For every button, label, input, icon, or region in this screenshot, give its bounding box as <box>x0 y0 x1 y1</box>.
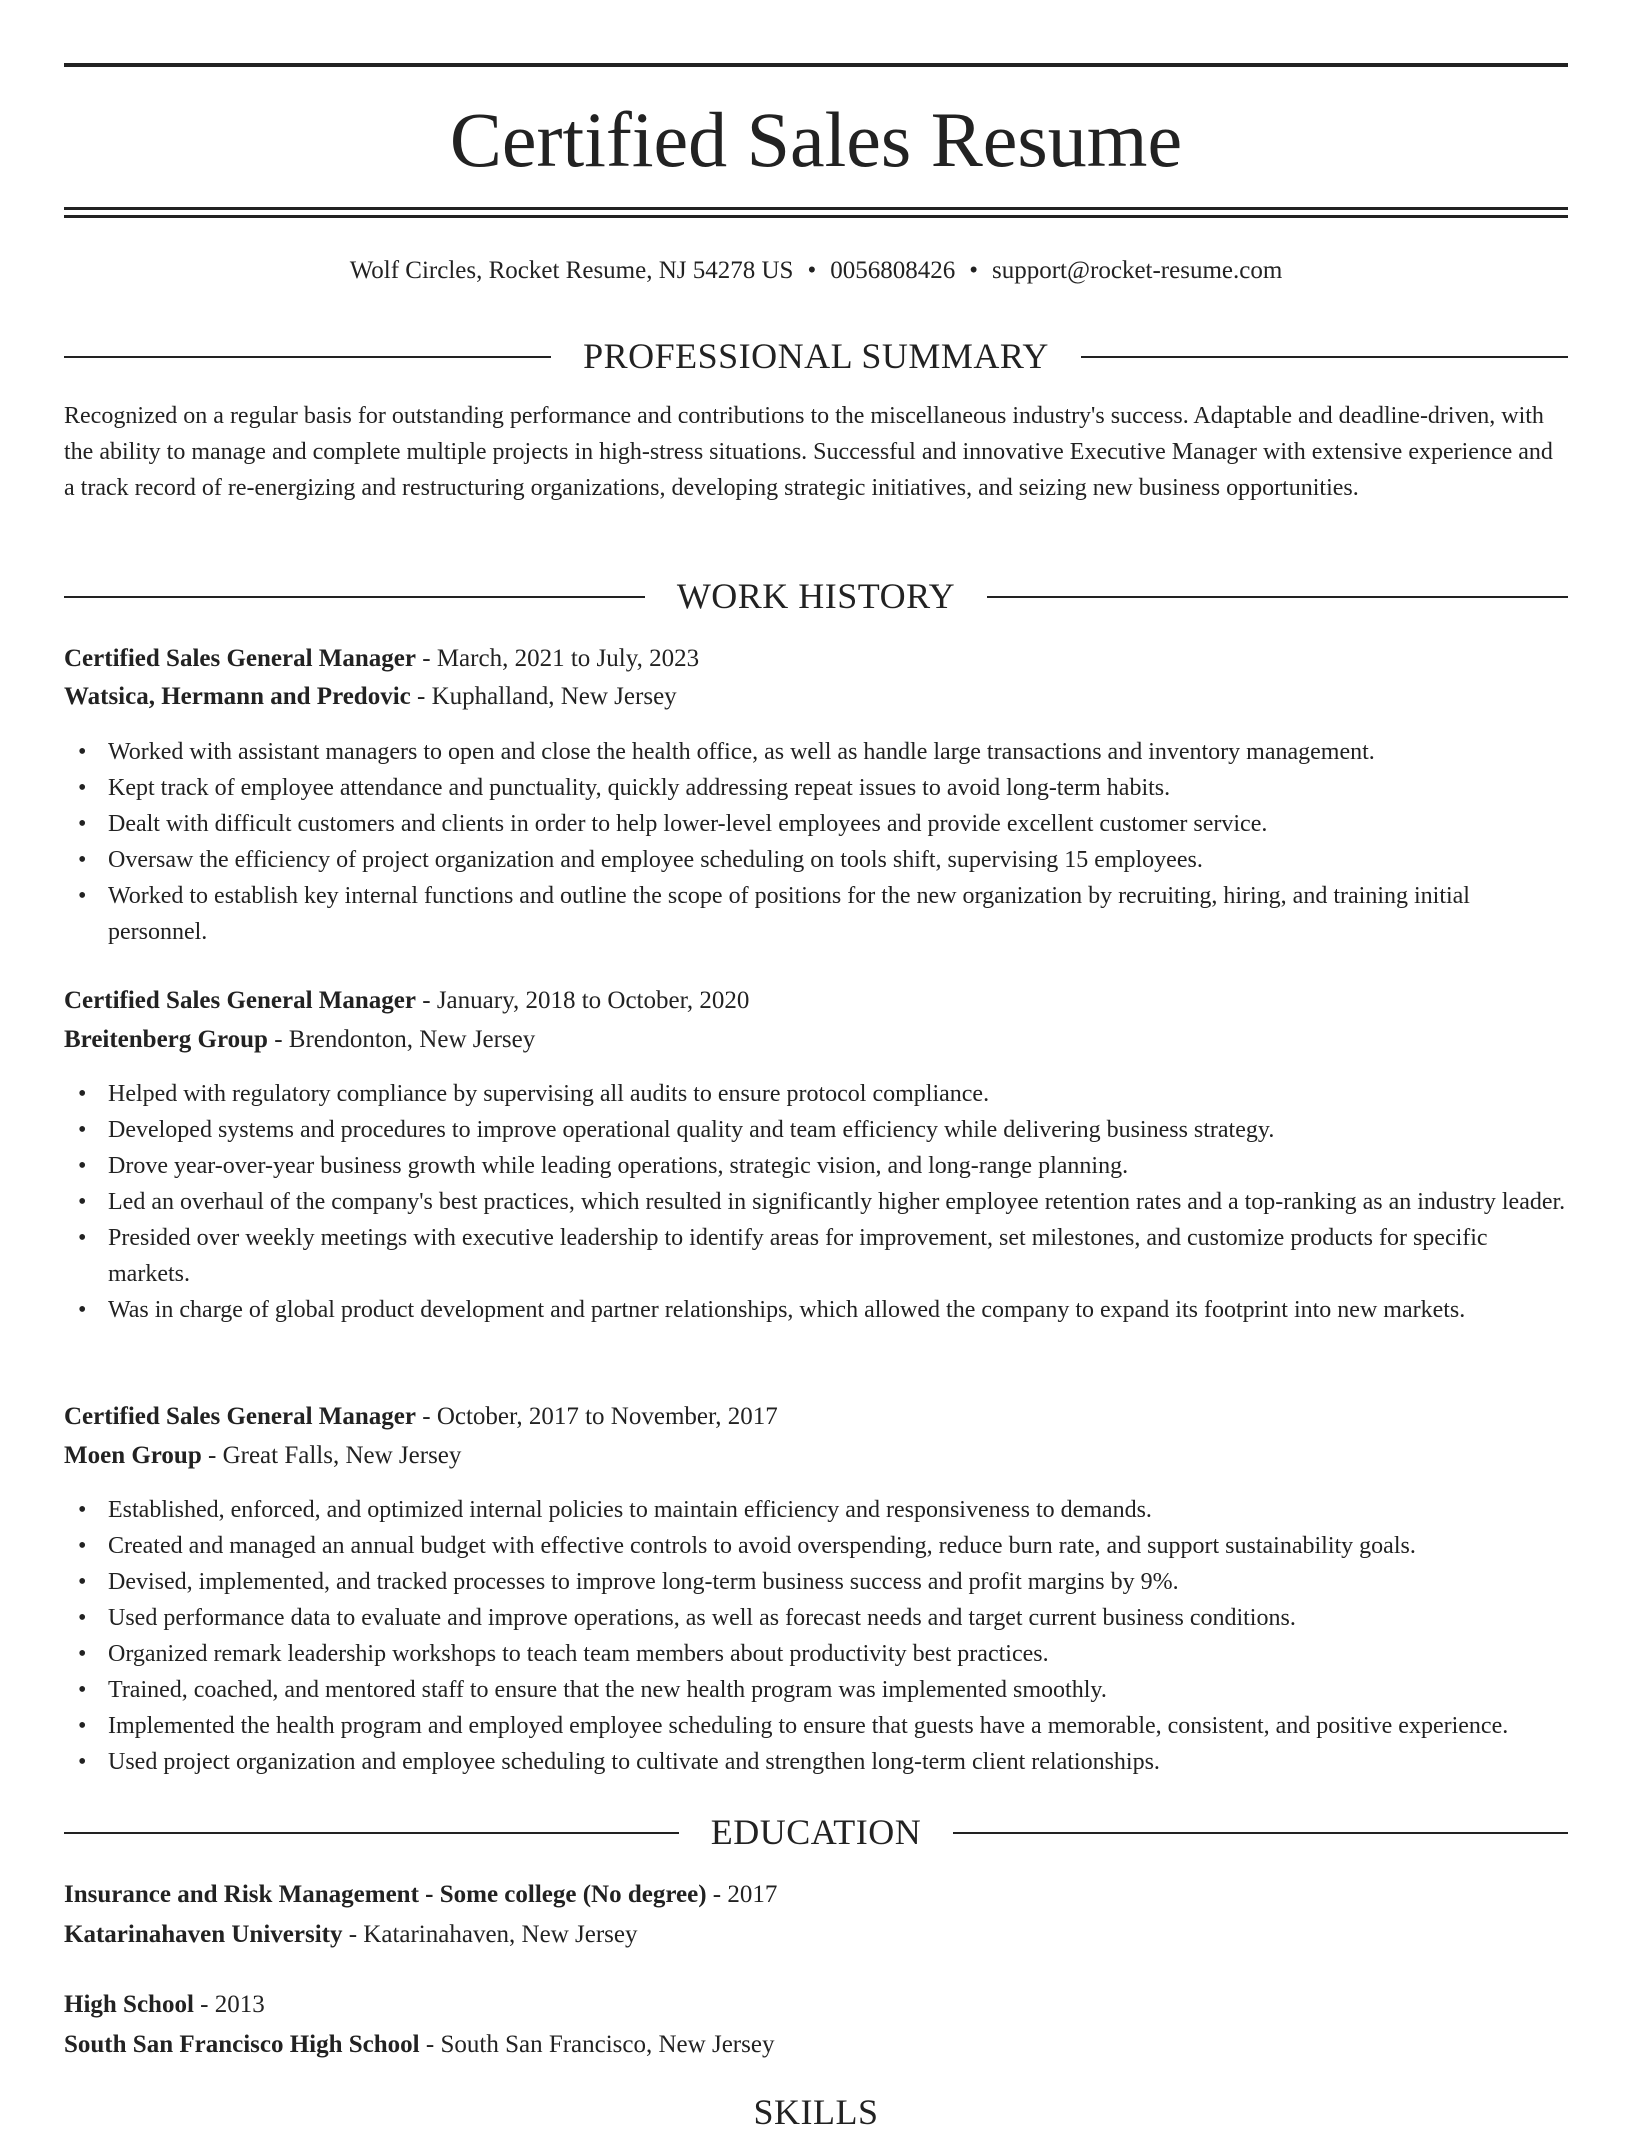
list-item: • Used project organization and employee scheduling to cultivate and strengthen long-term client relationships. <box>64 1744 1568 1780</box>
job-company: Moen Group <box>64 1442 202 1469</box>
list-item: • Worked to establish key internal functions and outline the scope of positions for the new organization by recruiting, hiring, and training initial personnel. <box>64 878 1568 950</box>
job-title-line <box>64 983 1568 1019</box>
list-item: • Drove year-over-year business growth while leading operations, strategic vision, and long-range planning. <box>64 1148 1568 1184</box>
list-item: • Established, enforced, and optimized internal policies to maintain efficiency and responsiveness to demands. <box>64 1492 1568 1528</box>
section-rule-right <box>986 596 1568 598</box>
list-item: • Dealt with difficult customers and clients in order to help lower-level employees and provide excellent customer service. <box>64 806 1568 842</box>
list-item: • Worked with assistant managers to open and close the health office, as well as handle large transactions and inventory management. <box>64 734 1568 770</box>
education-degree: High School <box>64 1991 194 2018</box>
job-bullet-list <box>64 734 1568 950</box>
job-title: Certified Sales General Manager <box>64 645 416 672</box>
contact-separator: • <box>969 257 978 284</box>
section-heading-work-history <box>64 574 1568 618</box>
list-item: • Implemented the health program and employed employee scheduling to ensure that guests have a memorable, consistent, and positive experience. <box>64 1708 1568 1744</box>
job-company-line <box>64 679 1568 715</box>
education-degree-line <box>64 1877 1568 1913</box>
education-school: South San Francisco High School <box>64 2031 420 2058</box>
list-item: • Created and managed an annual budget with effective controls to avoid overspending, reduce burn rate, and support sustainability goals. <box>64 1528 1568 1564</box>
list-item: • Was in charge of global product development and partner relationships, which allowed the company to expand its footprint into new markets. <box>64 1292 1568 1328</box>
list-item: • Oversaw the efficiency of project organization and employee scheduling on tools shift, supervising 15 employees. <box>64 842 1568 878</box>
education-school-line <box>64 2027 1568 2063</box>
section-heading-summary <box>64 334 1568 378</box>
education-location: - Katarinahaven, New Jersey <box>342 1921 638 1948</box>
list-item: • Organized remark leadership workshops to teach team members about productivity best practices. <box>64 1636 1568 1672</box>
education-degree: Insurance and Risk Management - Some college (No degree) <box>64 1881 707 1908</box>
section-title: EDUCATION <box>679 1810 953 1854</box>
contact-separator: • <box>807 257 817 284</box>
job-dates: - October, 2017 to November, 2017 <box>416 1403 778 1430</box>
education-year: - 2013 <box>193 1991 265 2018</box>
job-dates: - January, 2018 to October, 2020 <box>416 987 750 1014</box>
section-rule-right <box>952 1832 1568 1834</box>
education-year: - 2017 <box>706 1881 778 1908</box>
job-company-line <box>64 1438 1568 1474</box>
job-location: - Brendonton, New Jersey <box>267 1026 536 1053</box>
job-title-line <box>64 641 1568 677</box>
top-rule <box>64 63 1568 67</box>
job-bullet-list <box>64 1076 1568 1328</box>
job-title: Certified Sales General Manager <box>64 1403 416 1430</box>
job-title-line <box>64 1399 1568 1435</box>
section-rule-left <box>64 596 646 598</box>
section-rule-left <box>64 356 552 358</box>
section-heading-education <box>64 1810 1568 1854</box>
section-title: PROFESSIONAL SUMMARY <box>551 334 1081 378</box>
section-rule-left <box>64 1832 680 1834</box>
job-title: Certified Sales General Manager <box>64 987 416 1014</box>
job-company: Watsica, Hermann and Predovic <box>64 683 411 710</box>
summary-paragraph: Recognized on a regular basis for outstanding performance and contributions to the miscellaneous industry's success. Adaptable and deadline-driven, with the ability to manage and complete multiple projects in high-stress situations. Successful and innovative Executive Manager with extensive experience and a track record of re-energizing and restructuring organizations, developing strategic initiatives, and seizing new business opportunities. <box>64 403 1553 501</box>
section-heading-skills <box>64 2090 1568 2134</box>
job-location: - Kuphalland, New Jersey <box>410 683 677 710</box>
title-rule-upper <box>64 207 1568 210</box>
education-school-line <box>64 1917 1568 1953</box>
section-rule-right <box>1080 356 1568 358</box>
list-item: • Helped with regulatory compliance by supervising all audits to ensure protocol compliance. <box>64 1076 1568 1112</box>
list-item: • Devised, implemented, and tracked processes to improve long-term business success and profit margins by 9%. <box>64 1564 1568 1600</box>
job-dates: - March, 2021 to July, 2023 <box>416 645 700 672</box>
section-title: WORK HISTORY <box>645 574 987 618</box>
page-title: Certified Sales Resume <box>449 96 1183 183</box>
job-location: - Great Falls, New Jersey <box>201 1442 462 1469</box>
education-location: - South San Francisco, New Jersey <box>419 2031 775 2058</box>
list-item: • Led an overhaul of the company's best practices, which resulted in significantly higher employee retention rates and a top-ranking as an industry leader. <box>64 1184 1568 1220</box>
job-company: Breitenberg Group <box>64 1026 268 1053</box>
list-item: • Developed systems and procedures to improve operational quality and team efficiency while delivering business strategy. <box>64 1112 1568 1148</box>
education-degree-line <box>64 1987 1568 2023</box>
list-item: • Kept track of employee attendance and punctuality, quickly addressing repeat issues to avoid long-term habits. <box>64 770 1568 806</box>
contact-phone: 0056808426 <box>830 257 956 284</box>
list-item: • Presided over weekly meetings with executive leadership to identify areas for improvement, set milestones, and customize products for specific markets. <box>64 1220 1568 1292</box>
list-item: • Trained, coached, and mentored staff to ensure that the new health program was implemented smoothly. <box>64 1672 1568 1708</box>
section-title: SKILLS <box>721 2090 910 2134</box>
education-school: Katarinahaven University <box>64 1921 343 1948</box>
contact-email[interactable]: support@rocket-resume.com <box>992 257 1283 284</box>
contact-line <box>64 254 1568 288</box>
list-item: • Used performance data to evaluate and improve operations, as well as forecast needs and target current business conditions. <box>64 1600 1568 1636</box>
title-rule-lower <box>64 215 1568 218</box>
job-company-line <box>64 1022 1568 1058</box>
job-bullet-list <box>64 1492 1568 1780</box>
contact-address: Wolf Circles, Rocket Resume, NJ 54278 US <box>349 257 794 284</box>
